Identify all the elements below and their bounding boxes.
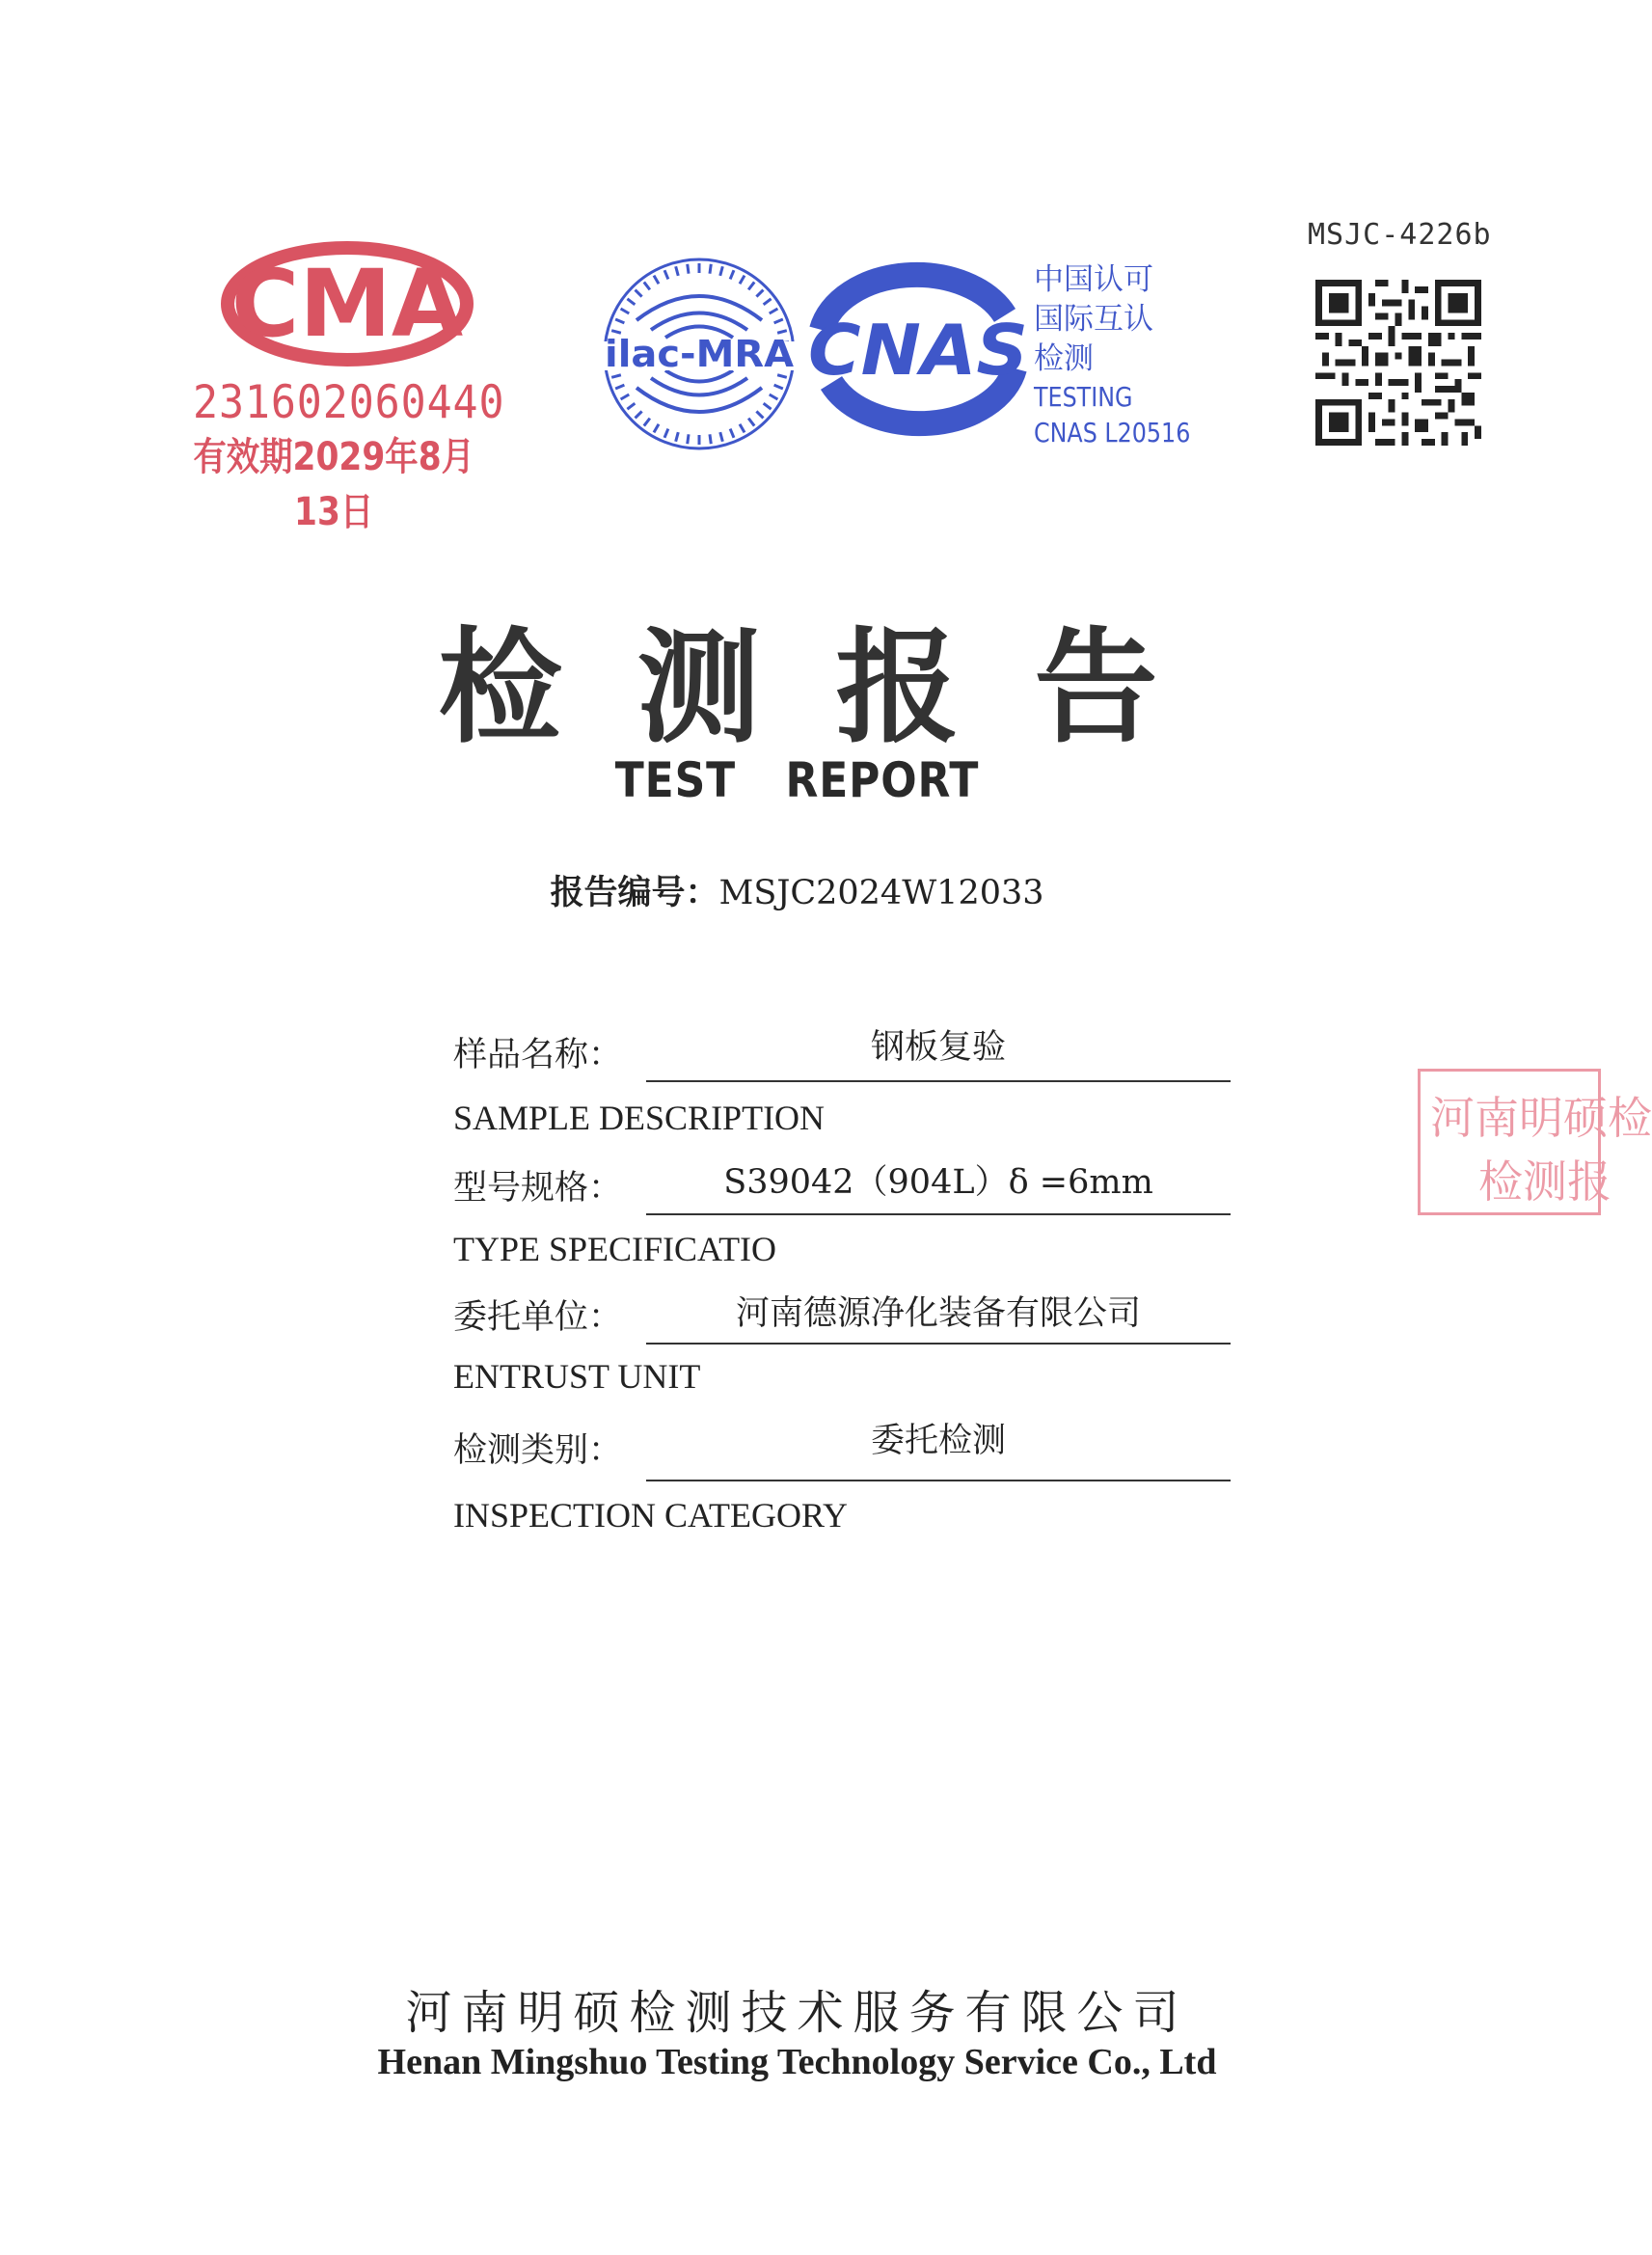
ilac-tick	[664, 270, 668, 279]
ilac-tick	[636, 411, 642, 418]
document-code: MSJC-4226b	[1308, 218, 1492, 252]
ilac-tick	[740, 276, 745, 285]
ilac-tick	[664, 429, 668, 438]
sample-name-value: 钢板复验	[870, 1028, 1006, 1067]
entrust-unit-label-en: ENTRUST UNIT	[453, 1357, 701, 1396]
ilac-tick	[644, 282, 650, 289]
ilac-tick	[720, 266, 723, 276]
cnas-text-block	[1034, 260, 1227, 450]
svg-text:CMA: CMA	[230, 250, 464, 358]
cnas-line-5: CNAS L20516	[1034, 417, 1191, 448]
ilac-tick	[764, 403, 772, 409]
entrust-unit-value: 河南德源净化装备有限公司	[735, 1294, 1141, 1333]
inspection-category-value: 委托检测	[870, 1422, 1006, 1460]
ilac-tick	[730, 429, 734, 438]
report-number-label: 报告编号：	[550, 874, 719, 912]
ilac-tick	[688, 434, 689, 444]
ilac-tick	[636, 290, 642, 297]
side-seal-line-1: 河南明硕检	[1430, 1092, 1652, 1144]
svg-text:CNAS: CNAS	[808, 310, 1028, 391]
ilac-mra-logo-icon	[598, 253, 800, 455]
ilac-tick	[770, 394, 778, 399]
ilac-tick	[710, 434, 711, 444]
ilac-tick	[627, 403, 635, 409]
ilac-tick	[654, 424, 659, 433]
side-seal-stamp	[1418, 1069, 1652, 1215]
type-specification-label: TYPE SPECIFICATIO	[453, 1230, 777, 1268]
ilac-tick	[621, 309, 630, 313]
ilac-tick	[621, 394, 630, 399]
ilac-tick	[774, 319, 783, 323]
cnas-line-1: 中国认可	[1034, 262, 1153, 297]
company-name-en: Henan Mingshuo Testing Technology Service Co., Ltd	[377, 2042, 1217, 2082]
qr-code-icon	[1315, 280, 1481, 446]
ilac-tick	[748, 419, 754, 426]
ilac-tick	[676, 432, 679, 442]
ilac-tick	[720, 432, 723, 442]
report-title-en: TEST REPORT	[614, 752, 980, 808]
ilac-tick	[740, 424, 745, 433]
svg-text:ilac-MRA: ilac-MRA	[605, 333, 795, 375]
ilac-tick	[644, 419, 650, 426]
ilac-tick	[615, 319, 624, 323]
ilac-tick	[730, 270, 734, 279]
ilac-tick	[748, 282, 754, 289]
ilac-tick	[611, 375, 621, 378]
sample-name-label: 样品名称：	[453, 1036, 623, 1074]
ilac-tick	[615, 385, 624, 389]
cnas-logo-icon	[802, 262, 1034, 436]
inspection-category-underline	[646, 1480, 1231, 1481]
type-spec-underline	[646, 1213, 1231, 1215]
ilac-tick	[756, 411, 763, 418]
ilac-tick	[688, 264, 689, 274]
ilac-tick	[770, 309, 778, 313]
inspection-category-label-en: INSPECTION CATEGORY	[453, 1496, 849, 1535]
sample-description-label: SAMPLE DESCRIPTION	[453, 1099, 826, 1137]
cma-number: 231602060440	[193, 376, 505, 429]
entrust-unit-label-cn: 委托单位：	[453, 1298, 623, 1337]
cma-valid-date: 有效期2029年8月13日	[193, 435, 475, 534]
ilac-tick	[774, 385, 783, 389]
ilac-tick	[777, 375, 787, 378]
cma-logo-icon	[222, 241, 473, 367]
ilac-tick	[676, 266, 679, 276]
cnas-line-2: 国际互认	[1034, 302, 1153, 337]
ilac-tick	[654, 276, 659, 285]
type-spec-value: S39042（904L）δ =6mm	[723, 1163, 1153, 1202]
company-name-cn: 河南明硕检测技术服务有限公司	[405, 1986, 1189, 2040]
ilac-tick	[627, 299, 635, 305]
type-spec-label: 型号规格：	[453, 1169, 623, 1208]
report-number-value: MSJC2024W12033	[718, 874, 1044, 912]
cnas-line-4: TESTING	[1034, 381, 1133, 413]
ilac-tick	[764, 299, 772, 305]
report-number	[0, 866, 1594, 914]
side-seal-line-2: 检测报	[1478, 1155, 1611, 1208]
ilac-tick	[710, 264, 711, 274]
cma-stamp	[193, 241, 521, 534]
ilac-tick	[756, 290, 763, 297]
report-title-cn: 检测报告	[438, 615, 1233, 760]
entrust-unit-underline	[646, 1343, 1231, 1345]
sample-name-underline	[646, 1080, 1231, 1082]
cnas-line-3: 检测	[1034, 341, 1094, 376]
inspection-category-label-cn: 检测类别：	[453, 1431, 623, 1470]
